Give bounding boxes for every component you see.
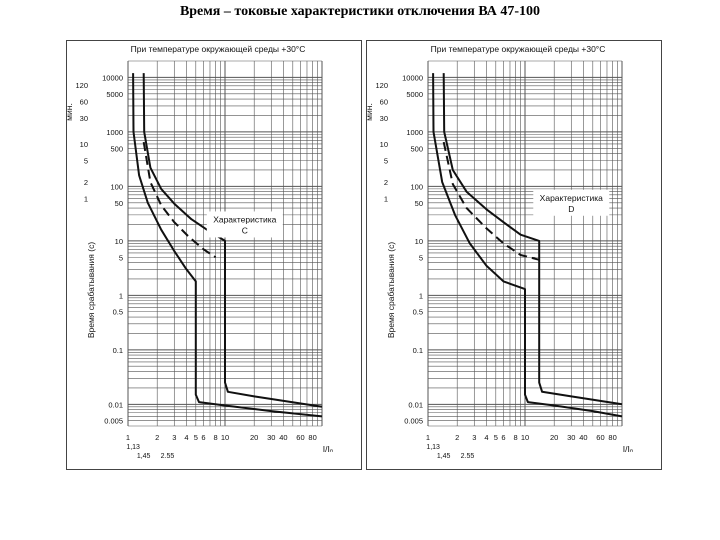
y-axis-label-minutes: мин. [64, 103, 74, 121]
x-tick-label: 3 [472, 433, 477, 442]
x-tick-label: 20 [250, 433, 259, 442]
x-sub-tick-label: 1,13 [126, 444, 140, 451]
y-tick-label: 0.005 [104, 416, 123, 426]
y-axis-label: Время срабатывания (с) [386, 241, 396, 339]
x-tick-label: 40 [579, 433, 588, 442]
x-tick-label: 60 [296, 433, 305, 442]
y-tick-label-minutes: 10 [379, 139, 388, 149]
x-tick-label: 6 [501, 433, 506, 442]
x-tick-label: 20 [550, 433, 559, 442]
x-tick-label: 1 [125, 433, 131, 442]
y-tick-label: 0.5 [112, 307, 123, 317]
y-tick-label-minutes: 5 [383, 156, 388, 166]
y-tick-label: 0.5 [412, 307, 423, 317]
x-tick-label: 30 [567, 433, 576, 442]
y-tick-label-minutes: 120 [75, 81, 88, 91]
x-axis-label: I/Iₙ [322, 444, 334, 454]
x-tick-label: 60 [596, 433, 605, 442]
annotation-line: Характеристика [539, 192, 603, 203]
y-tick-label: 100 [110, 182, 123, 192]
chart-header: При температуре окружающей среды +30°C [130, 44, 306, 54]
y-tick-label-minutes: 1 [383, 194, 388, 204]
y-tick-label-minutes: 30 [379, 113, 388, 123]
y-tick-label: 10 [114, 236, 123, 246]
y-tick-label: 0.1 [412, 345, 423, 355]
y-tick-label: 10000 [102, 73, 123, 83]
y-tick-label: 10 [414, 236, 423, 246]
x-tick-label: 5 [493, 433, 498, 442]
x-sub-tick-label: 2.55 [160, 453, 175, 460]
x-tick-label: 5 [193, 433, 198, 442]
x-tick-label: 30 [267, 433, 276, 442]
x-tick-label: 10 [220, 433, 230, 442]
curve-upper [444, 73, 622, 404]
y-tick-label: 1000 [106, 127, 123, 137]
y-axis-label-minutes: мин. [364, 103, 374, 121]
curve-upper [144, 73, 322, 407]
curve-lower [133, 73, 322, 416]
y-tick-label: 5000 [106, 89, 123, 99]
curve-lower [433, 73, 622, 416]
y-tick-label: 5 [118, 253, 123, 263]
x-sub-tick-label: 1,45 [436, 453, 451, 460]
x-tick-label: 80 [308, 433, 317, 442]
y-tick-label: 0.1 [112, 345, 123, 355]
y-tick-label-minutes: 120 [375, 81, 388, 91]
x-sub-tick-label: 1,13 [426, 444, 440, 451]
curve-dashed [144, 142, 216, 257]
x-tick-label: 4 [184, 433, 189, 442]
chart-characteristic-c [66, 40, 362, 470]
characteristic-annotation [207, 211, 283, 237]
annotation-letter: C [241, 225, 248, 236]
x-sub-tick-label: 1,45 [136, 453, 151, 460]
x-tick-label: 4 [484, 433, 489, 442]
y-axis-label: Время срабатывания (с) [86, 241, 96, 339]
x-tick-label: 6 [201, 433, 206, 442]
y-tick-label: 500 [110, 144, 123, 154]
y-tick-label-minutes: 1 [83, 194, 88, 204]
y-tick-label-minutes: 10 [79, 139, 88, 149]
y-tick-label-minutes: 60 [79, 97, 88, 107]
y-tick-label: 10000 [402, 73, 423, 83]
y-tick-label: 0.01 [408, 400, 423, 410]
x-tick-label: 2 [455, 433, 460, 442]
x-tick-label: 40 [279, 433, 288, 442]
x-axis-label: I/Iₙ [622, 444, 634, 454]
x-tick-label: 1 [425, 433, 431, 442]
annotation-letter: D [568, 203, 575, 214]
y-tick-label: 1000 [406, 127, 423, 137]
chart-header: При температуре окружающей среды +30°C [430, 44, 606, 54]
y-tick-label-minutes: 5 [83, 156, 88, 166]
characteristic-annotation [533, 190, 609, 216]
y-tick-label: 50 [114, 198, 123, 208]
y-tick-label: 100 [410, 182, 423, 192]
page-title: Время – токовые характеристики отключения ВА 47-100 [179, 4, 541, 19]
x-tick-label: 10 [520, 433, 530, 442]
x-tick-label: 80 [608, 433, 617, 442]
y-tick-label: 5 [418, 253, 423, 263]
chart-characteristic-d [366, 40, 662, 470]
y-tick-label: 0.01 [108, 400, 123, 410]
x-tick-label: 8 [513, 433, 518, 442]
x-sub-tick-label: 2.55 [460, 453, 475, 460]
y-tick-label-minutes: 60 [379, 97, 388, 107]
annotation-line: Характеристика [213, 214, 277, 225]
y-tick-label: 0.005 [404, 416, 423, 426]
x-tick-label: 8 [213, 433, 218, 442]
y-tick-label: 50 [414, 198, 423, 208]
y-tick-label: 500 [410, 144, 423, 154]
x-tick-label: 3 [172, 433, 177, 442]
x-tick-label: 2 [155, 433, 160, 442]
y-tick-label-minutes: 2 [83, 178, 88, 188]
y-tick-label: 1 [118, 291, 123, 301]
y-tick-label: 5000 [406, 89, 423, 99]
y-tick-label-minutes: 2 [383, 178, 388, 188]
y-tick-label: 1 [418, 291, 423, 301]
y-tick-label-minutes: 30 [79, 113, 88, 123]
